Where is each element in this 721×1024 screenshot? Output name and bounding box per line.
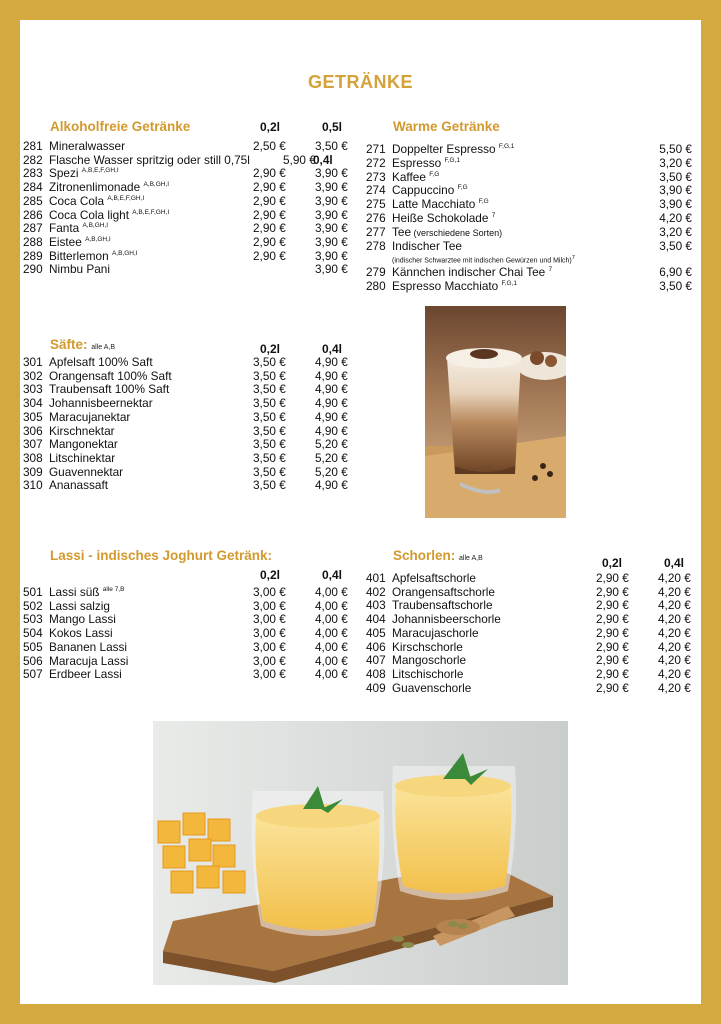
item-name: Zitronenlimonade $^{A,B,GH,I}$: [49, 180, 170, 195]
item-number: 403: [366, 598, 386, 613]
price-large: 4,20 €: [658, 571, 691, 585]
price-small: 3,50 €: [253, 396, 286, 411]
menu-item-409: [366, 682, 708, 696]
saefte-col-small: 0,2l: [260, 342, 281, 356]
item-number: 308: [23, 450, 43, 465]
item-number: 401: [366, 571, 386, 585]
lassi-col-small: 0,2l: [260, 568, 281, 582]
item-number: 408: [366, 666, 386, 681]
item-name: Mineralwasser: [49, 139, 126, 153]
menu-item-285: [23, 195, 365, 209]
section-title-warm: Warme Getränke: [393, 119, 500, 134]
item-name: Lassi salzig: [49, 598, 110, 613]
menu-item-277: [366, 226, 692, 240]
item-number: 271: [366, 142, 386, 156]
price-small: 2,90 €: [253, 221, 286, 236]
price-large: 4,90 €: [315, 382, 348, 397]
price-small: 2,90 €: [596, 680, 629, 695]
price-large: 4,90 €: [315, 368, 348, 383]
item-name: Bananen Lassi: [49, 639, 128, 654]
item-description: (indischer Schwarztee mit indischen Gewürzen und Milch)$^7$: [392, 255, 575, 265]
price-small: 3,50 €: [253, 437, 286, 452]
price: 3,20 €: [659, 156, 692, 170]
menu-item-404: [366, 613, 708, 627]
item-number: 302: [23, 368, 43, 383]
price-large: 3,90 €: [315, 234, 348, 249]
menu-item-274: [366, 184, 692, 198]
price-small: 2,90 €: [253, 248, 286, 263]
price-large: 5,20 €: [315, 450, 348, 465]
menu-item-282: [23, 154, 365, 168]
price-large: 4,00 €: [315, 667, 348, 682]
item-name: Bitterlemon $^{A,B,GH,I}$: [49, 248, 138, 263]
price: 6,90 €: [659, 265, 692, 279]
item-name: Kaffee $^{F,G}$: [392, 170, 440, 184]
price: 3,90 €: [659, 183, 692, 197]
item-name: Kännchen indischer Chai Tee $^7$: [392, 265, 553, 279]
price-small: 3,00 €: [253, 612, 286, 627]
price-small: 3,00 €: [253, 639, 286, 654]
price-large: 4,20 €: [658, 680, 691, 695]
price-small: 2,90 €: [596, 584, 629, 599]
item-number: 283: [23, 166, 43, 181]
price: 3,20 €: [659, 225, 692, 239]
item-name: Eistee $^{A,B,GH,I}$: [49, 234, 111, 249]
section-title-alkoholfrei: Alkoholfreie Getränke: [50, 119, 191, 134]
menu-item-302: [23, 370, 365, 384]
item-name: Coca Cola $^{A,B,E,F,GH,I}$: [49, 193, 145, 208]
price-large: 4,90 €: [315, 423, 348, 438]
price-large: 0,4l: [313, 152, 333, 167]
price: 4,20 €: [659, 211, 692, 225]
saefte-title-text: Säfte:: [50, 337, 88, 352]
price-small: 2,90 €: [253, 166, 286, 181]
item-name: Kirschschorle: [392, 639, 463, 654]
item-allergens: A,B,E,F,GH,I: [132, 208, 170, 216]
section-title-lassi: Lassi - indisches Joghurt Getränk:: [50, 548, 273, 563]
menu-item-307: [23, 438, 365, 452]
item-number: 276: [366, 211, 386, 225]
menu-item-507: [23, 668, 365, 682]
price-large: 4,20 €: [658, 584, 691, 599]
item-allergens: 7: [491, 212, 496, 219]
price-small: 2,90 €: [253, 180, 286, 195]
price-small: 3,50 €: [253, 368, 286, 383]
price-small: 2,90 €: [596, 653, 629, 668]
item-number: 277: [366, 225, 386, 239]
item-number: 405: [366, 625, 386, 640]
item-allergens: F,G,1: [498, 143, 515, 150]
menu-item-309: [23, 466, 365, 480]
item-allergens: F,G: [478, 198, 489, 205]
price-small: 3,00 €: [253, 653, 286, 668]
menu-item-288: [23, 236, 365, 250]
saefte-allergen-note: alle A,B: [91, 344, 116, 351]
price-large: 5,20 €: [315, 464, 348, 479]
item-number: 286: [23, 207, 43, 222]
menu-item-403: [366, 599, 708, 613]
item-name: Spezi $^{A,B,E,F,GH,I}$: [49, 166, 119, 181]
item-name: Mango Lassi: [49, 612, 116, 627]
price-small: 3,00 €: [253, 598, 286, 613]
price-small: 2,90 €: [596, 612, 629, 627]
item-allergens: F,G: [429, 171, 440, 178]
menu-item-271: [366, 143, 692, 157]
item-name: Litschischorle: [392, 666, 464, 681]
menu-item-501: [23, 586, 365, 600]
menu-item-402: [366, 586, 708, 600]
item-name: Kirschnektar: [49, 423, 115, 438]
menu-item-276: [366, 212, 692, 226]
price: 3,50 €: [659, 170, 692, 184]
price-large: 3,90 €: [315, 180, 348, 195]
item-name: Nimbu Pani: [49, 262, 110, 277]
item-name: Heiße Schokolade $^7$: [392, 211, 496, 225]
item-name: Kokos Lassi: [49, 626, 113, 641]
price-large: 3,90 €: [315, 193, 348, 208]
price-large: 4,90 €: [315, 396, 348, 411]
item-number: 289: [23, 248, 43, 263]
item-name: Flasche Wasser spritzig oder still 0,75l: [49, 152, 250, 167]
price-large: 4,00 €: [315, 585, 348, 599]
item-name: Lassi süß $^{alle 7,B}$: [49, 585, 125, 599]
price-large: 4,90 €: [315, 478, 348, 493]
item-name: Traubensaftschorle: [392, 598, 493, 613]
schorlen-allergen-note: alle A,B: [459, 555, 483, 562]
item-number: 279: [366, 265, 386, 279]
price-large: 4,00 €: [315, 639, 348, 654]
item-allergens: alle 7,B: [102, 586, 125, 593]
item-number: 502: [23, 598, 43, 613]
price-large: 4,20 €: [658, 625, 691, 640]
price-large: 4,20 €: [658, 666, 691, 681]
menu-item-506: [23, 655, 365, 669]
menu-item-289: [23, 250, 365, 264]
item-number: 307: [23, 437, 43, 452]
menu-item-502: [23, 600, 365, 614]
item-name: Indischer Tee: [392, 239, 462, 253]
price-small: 2,90 €: [596, 625, 629, 640]
menu-item-408: [366, 668, 708, 682]
item-number: 301: [23, 355, 43, 369]
item-number: 272: [366, 156, 386, 170]
price-small: 3,50 €: [253, 464, 286, 479]
item-number: 506: [23, 653, 43, 668]
schorlen-title-text: Schorlen:: [393, 548, 456, 563]
item-name: Mangonektar: [49, 437, 118, 452]
price-small: 3,00 €: [253, 626, 286, 641]
item-number: 407: [366, 653, 386, 668]
price: 3,90 €: [659, 197, 692, 211]
menu-item-280: [366, 280, 692, 294]
price: 5,50 €: [659, 142, 692, 156]
item-number: 404: [366, 612, 386, 627]
price-large: 3,90 €: [315, 248, 348, 263]
price: 3,50 €: [659, 279, 692, 293]
item-name: Guavenschorle: [392, 680, 472, 695]
item-number: 290: [23, 262, 43, 277]
menu-item-275: [366, 198, 692, 212]
item-number: 282: [23, 152, 43, 167]
menu-item-304: [23, 397, 365, 411]
item-name: Erdbeer Lassi: [49, 667, 122, 682]
item-name: Johannisbeerschorle: [392, 612, 501, 627]
price-large: 4,00 €: [315, 612, 348, 627]
item-allergens: 7: [548, 266, 553, 273]
latte-macchiato-photo: [425, 306, 566, 518]
menu-item-310: [23, 479, 365, 493]
item-number: 278: [366, 239, 386, 253]
mango-lassi-photo: [153, 721, 568, 985]
item-number: 505: [23, 639, 43, 654]
menu-item-286: [23, 209, 365, 223]
price-small: 3,50 €: [253, 409, 286, 424]
price-large: 4,00 €: [315, 598, 348, 613]
item-name: Fanta $^{A,B,GH,I}$: [49, 221, 109, 236]
item-name: Espresso Macchiato $^{F,G,1}$: [392, 279, 518, 293]
menu-item-287: [23, 222, 365, 236]
item-number: 303: [23, 382, 43, 397]
item-name: Apfelsaftschorle: [392, 571, 476, 585]
price-small: 2,50 €: [253, 139, 286, 153]
menu-item-305: [23, 411, 365, 425]
page-title: GETRÄNKE: [307, 72, 413, 92]
price-large: 4,20 €: [658, 653, 691, 668]
price-large: 3,50 €: [315, 139, 348, 153]
menu-item-281: [23, 140, 365, 154]
price-large: 4,20 €: [658, 598, 691, 613]
menu-item-406: [366, 641, 708, 655]
item-number: 281: [23, 139, 43, 153]
menu-item-503: [23, 613, 365, 627]
price-large: 3,90 €: [315, 166, 348, 181]
price-small: 3,00 €: [253, 585, 286, 599]
menu-item-279: [366, 266, 692, 280]
menu-item-401: [366, 572, 708, 586]
item-name: Litschinektar: [49, 450, 116, 465]
item-number: 309: [23, 464, 43, 479]
item-number: 310: [23, 478, 43, 493]
lassi-col-large: 0,4l: [322, 568, 343, 582]
price-small: 2,90 €: [596, 571, 629, 585]
item-allergens: A,B,GH,I: [85, 235, 111, 243]
saefte-col-large: 0,4l: [322, 342, 343, 356]
item-name: Maracuja Lassi: [49, 653, 129, 668]
schorlen-col-small: 0,2l: [602, 556, 623, 570]
item-allergens: A,B,GH,I: [143, 181, 170, 189]
price-small: 2,90 €: [253, 207, 286, 222]
item-number: 304: [23, 396, 43, 411]
price-small: 5,90 €: [283, 152, 316, 167]
item-name: Ananassaft: [49, 478, 109, 493]
price-small: 3,50 €: [253, 450, 286, 465]
item-name: Orangensaftschorle: [392, 584, 495, 599]
price-small: 3,00 €: [253, 667, 286, 682]
item-allergens: A,B,E,F,GH,I: [81, 167, 119, 175]
item-name: Cappuccino $^{F,G}$: [392, 183, 468, 197]
item-number: 287: [23, 221, 43, 236]
menu-item-278: [366, 239, 692, 265]
price-small: 2,90 €: [596, 598, 629, 613]
menu-item-303: [23, 383, 365, 397]
item-number: 402: [366, 584, 386, 599]
menu-item-505: [23, 641, 365, 655]
item-number: 275: [366, 197, 386, 211]
item-number: 273: [366, 170, 386, 184]
price-small: 3,50 €: [253, 478, 286, 493]
item-name: Coca Cola light $^{A,B,E,F,GH,I}$: [49, 207, 170, 222]
section-title-saefte: [50, 337, 115, 352]
menu-item-504: [23, 627, 365, 641]
item-name: Guavennektar: [49, 464, 124, 479]
item-allergens: A,B,GH,I: [82, 222, 109, 230]
item-number: 284: [23, 180, 43, 195]
price-large: 3,90 €: [315, 262, 348, 277]
item-number: 503: [23, 612, 43, 627]
price-small: 3,50 €: [253, 382, 286, 397]
item-number: 409: [366, 680, 386, 695]
item-number: 306: [23, 423, 43, 438]
item-name: Johannisbeernektar: [49, 396, 153, 411]
item-number: 288: [23, 234, 43, 249]
menu-item-272: [366, 157, 692, 171]
price-small: 2,90 €: [253, 193, 286, 208]
alkoholfrei-col-small: 0,2l: [260, 120, 281, 134]
item-allergens: F,G,1: [444, 157, 461, 164]
menu-item-290: [23, 263, 365, 277]
price-large: 4,20 €: [658, 612, 691, 627]
item-number: 274: [366, 183, 386, 197]
item-allergens: F,G: [457, 184, 468, 191]
price-small: 3,50 €: [253, 355, 286, 369]
price-large: 4,90 €: [315, 355, 348, 369]
item-note: (verschiedene Sorten): [411, 228, 503, 238]
menu-item-306: [23, 425, 365, 439]
price-small: 3,50 €: [253, 423, 286, 438]
menu-item-308: [23, 452, 365, 466]
item-name: Latte Macchiato $^{F,G}$: [392, 197, 489, 211]
item-name: Doppelter Espresso $^{F,G,1}$: [392, 142, 515, 156]
item-name: Espresso $^{F,G,1}$: [392, 156, 461, 170]
menu-item-283: [23, 167, 365, 181]
item-allergens: F,G,1: [501, 280, 518, 287]
alkoholfrei-col-large: 0,5l: [322, 120, 343, 134]
item-name: Maracujaschorle: [392, 625, 479, 640]
price-large: 5,20 €: [315, 437, 348, 452]
item-allergens: A,B,GH,I: [111, 249, 138, 257]
price: 3,50 €: [659, 239, 692, 253]
price-small: 2,90 €: [253, 234, 286, 249]
item-number: 504: [23, 626, 43, 641]
price-small: 2,90 €: [596, 666, 629, 681]
price-large: 3,90 €: [315, 221, 348, 236]
menu-item-284: [23, 181, 365, 195]
item-number: 280: [366, 279, 386, 293]
menu-item-405: [366, 627, 708, 641]
item-name: Tee (verschiedene Sorten): [392, 225, 503, 239]
item-number: 406: [366, 639, 386, 654]
item-name: Apfelsaft 100% Saft: [49, 355, 153, 369]
section-title-schorlen: [393, 548, 483, 563]
price-large: 4,20 €: [658, 639, 691, 654]
price-small: 2,90 €: [596, 639, 629, 654]
item-name: Traubensaft 100% Saft: [49, 382, 170, 397]
menu-item-301: [23, 356, 365, 370]
price-large: 4,00 €: [315, 626, 348, 641]
item-name: Maracujanektar: [49, 409, 131, 424]
item-number: 507: [23, 667, 43, 682]
menu-item-407: [366, 654, 708, 668]
item-name: Mangoschorle: [392, 653, 467, 668]
price-large: 3,90 €: [315, 207, 348, 222]
item-name: Orangensaft 100% Saft: [49, 368, 172, 383]
item-allergens: A,B,E,F,GH,I: [107, 194, 145, 202]
item-number: 305: [23, 409, 43, 424]
item-number: 285: [23, 193, 43, 208]
schorlen-col-large: 0,4l: [664, 556, 685, 570]
price-large: 4,00 €: [315, 653, 348, 668]
item-description-allergens: 7: [571, 255, 575, 261]
price-large: 4,90 €: [315, 409, 348, 424]
item-number: 501: [23, 585, 43, 599]
